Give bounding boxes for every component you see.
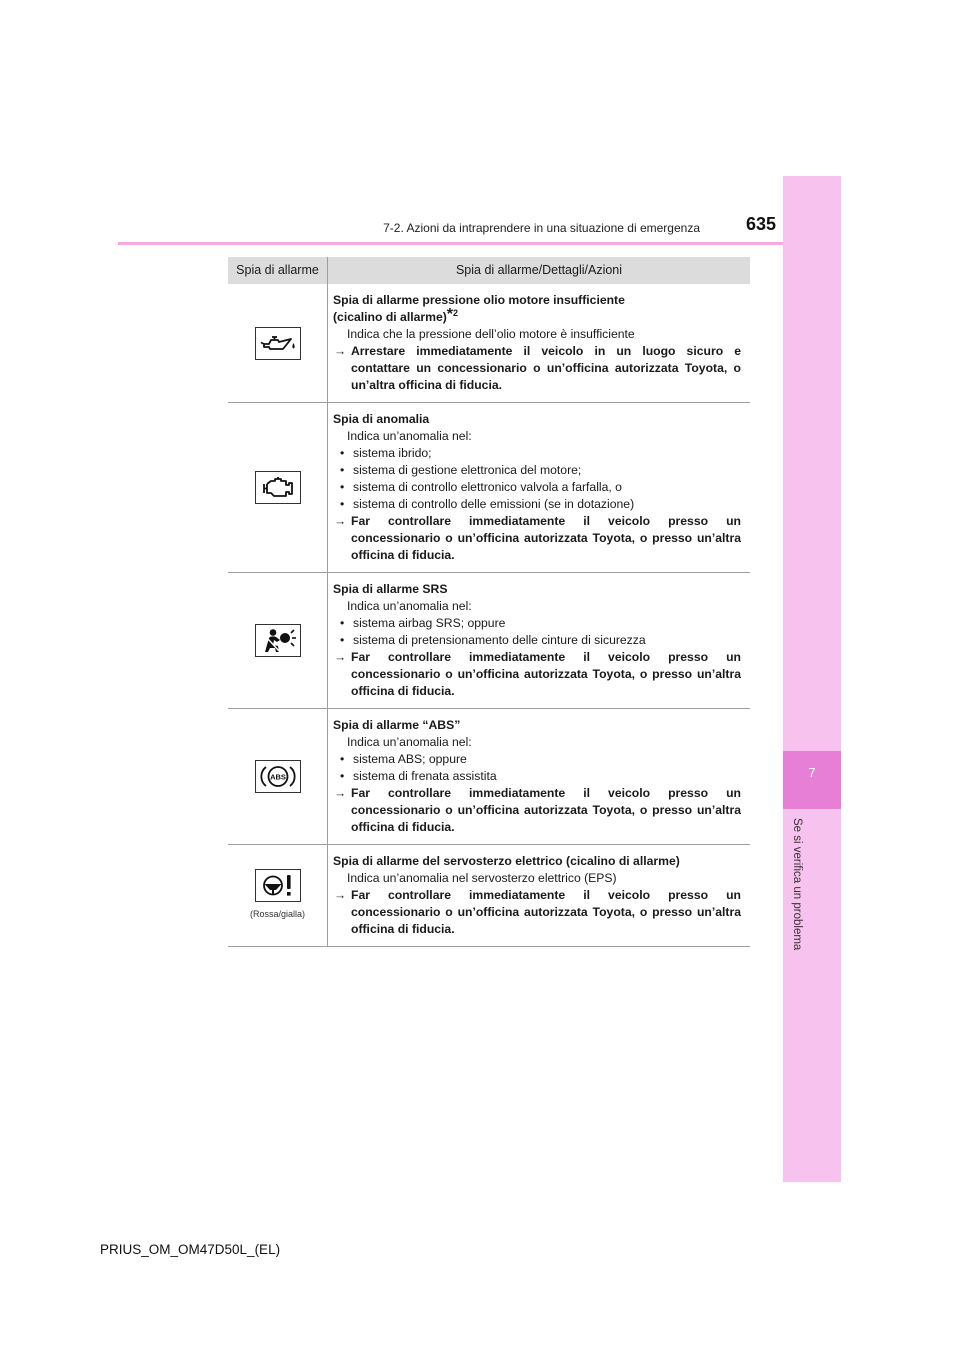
arrow-icon: → [334,344,347,358]
table-row [228,284,750,403]
list-item: • sistema di gestione elettronica del motore; [340,463,582,477]
details-cell [328,403,751,573]
icon-cell [228,284,328,403]
row-title: Spia di allarme “ABS” [333,718,461,732]
row-description: Indica un’anomalia nel: [347,735,472,749]
details-cell [328,709,751,845]
list-item: • sistema di frenata assistita [340,769,497,783]
row-title-continued: (cicalino di allarme)$^{*2}$ [333,305,459,324]
page-number: 635 [745,214,776,234]
table-row [228,403,750,573]
header-rule [118,242,783,245]
footnote-mark: *2 [446,305,459,323]
chapter-side-tab [783,176,841,1182]
warning-lights-table [228,257,750,947]
abs-warning-icon [255,760,301,793]
srs-airbag-icon [255,624,301,657]
row-description: Indica che la pressione dell’olio motore è insufficiente [347,327,635,341]
row-action: → Far controllare immediatamente il veicolo presso un concessionario o un’officina autorizzata Toyota, o presso un’altra officina di fiducia. [334,650,741,698]
row-description: Indica un’anomalia nel servosterzo elettrico (EPS) [347,871,617,885]
table-row [228,709,750,845]
details-cell [328,845,751,947]
table-row [228,573,750,709]
column-header-light: Spia di allarme [228,257,328,284]
icon-cell [228,845,328,947]
chapter-title: Se si verifica un problema [791,818,803,951]
row-action: → Far controllare immediatamente il veicolo presso un concessionario o un’officina autorizzata Toyota, o presso un’altra officina di fiducia. [334,888,741,936]
row-action: → Far controllare immediatamente il veicolo presso un concessionario o un’officina autorizzata Toyota, o presso un’altra officina di fiducia. [334,786,741,834]
row-description: Indica un’anomalia nel: [347,429,472,443]
table-header-row [228,257,750,284]
details-cell [328,284,751,403]
row-description: Indica un’anomalia nel: [347,599,472,613]
list-item: • sistema di controllo delle emissioni (se in dotazione) [340,497,635,511]
oil-pressure-warning-icon [255,327,301,360]
icon-cell [228,573,328,709]
arrow-icon: → [334,786,347,800]
section-title: 7-2. Azioni da intraprendere in una situazione di emergenza [383,221,700,235]
document-code: PRIUS_OM_OM47D50L_(EL) [100,1242,281,1257]
list-item: • sistema airbag SRS; oppure [340,616,506,630]
arrow-icon: → [334,650,347,664]
table-row [228,845,750,947]
abs-icon-label: ABS [269,772,286,782]
details-cell [328,573,751,709]
list-item: • sistema ABS; oppure [340,752,467,766]
row-title: Spia di anomalia [333,412,430,426]
chapter-number: 7 [808,765,816,780]
row-title: Spia di allarme SRS [333,582,448,596]
arrow-icon: → [334,514,347,528]
eps-warning-icon [255,869,301,902]
icon-cell [228,709,328,845]
chapter-tab-active[interactable] [783,751,841,809]
check-engine-icon [255,471,301,504]
icon-color-note: (Rossa/gialla) [249,908,306,919]
list-item: • sistema di pretensionamento delle cinture di sicurezza [340,633,646,647]
row-action: → Arrestare immediatamente il veicolo in un luogo sicuro e contattare un concessionario o un’officina autorizzata Toyota, o un’altra officina di fiducia. [334,344,741,392]
list-item: • sistema di controllo elettronico valvola a farfalla, o [340,480,622,494]
arrow-icon: → [334,888,347,902]
row-title: Spia di allarme pressione olio motore insufficiente [333,293,625,307]
list-item: • sistema ibrido; [340,446,432,460]
icon-cell [228,403,328,573]
row-title: Spia di allarme del servosterzo elettrico (cicalino di allarme) [333,854,680,868]
row-action: → Far controllare immediatamente il veicolo presso un concessionario o un’officina autorizzata Toyota, o presso un’altra officina di fiducia. [334,514,741,562]
column-header-details: Spia di allarme/Dettagli/Azioni [328,257,751,284]
